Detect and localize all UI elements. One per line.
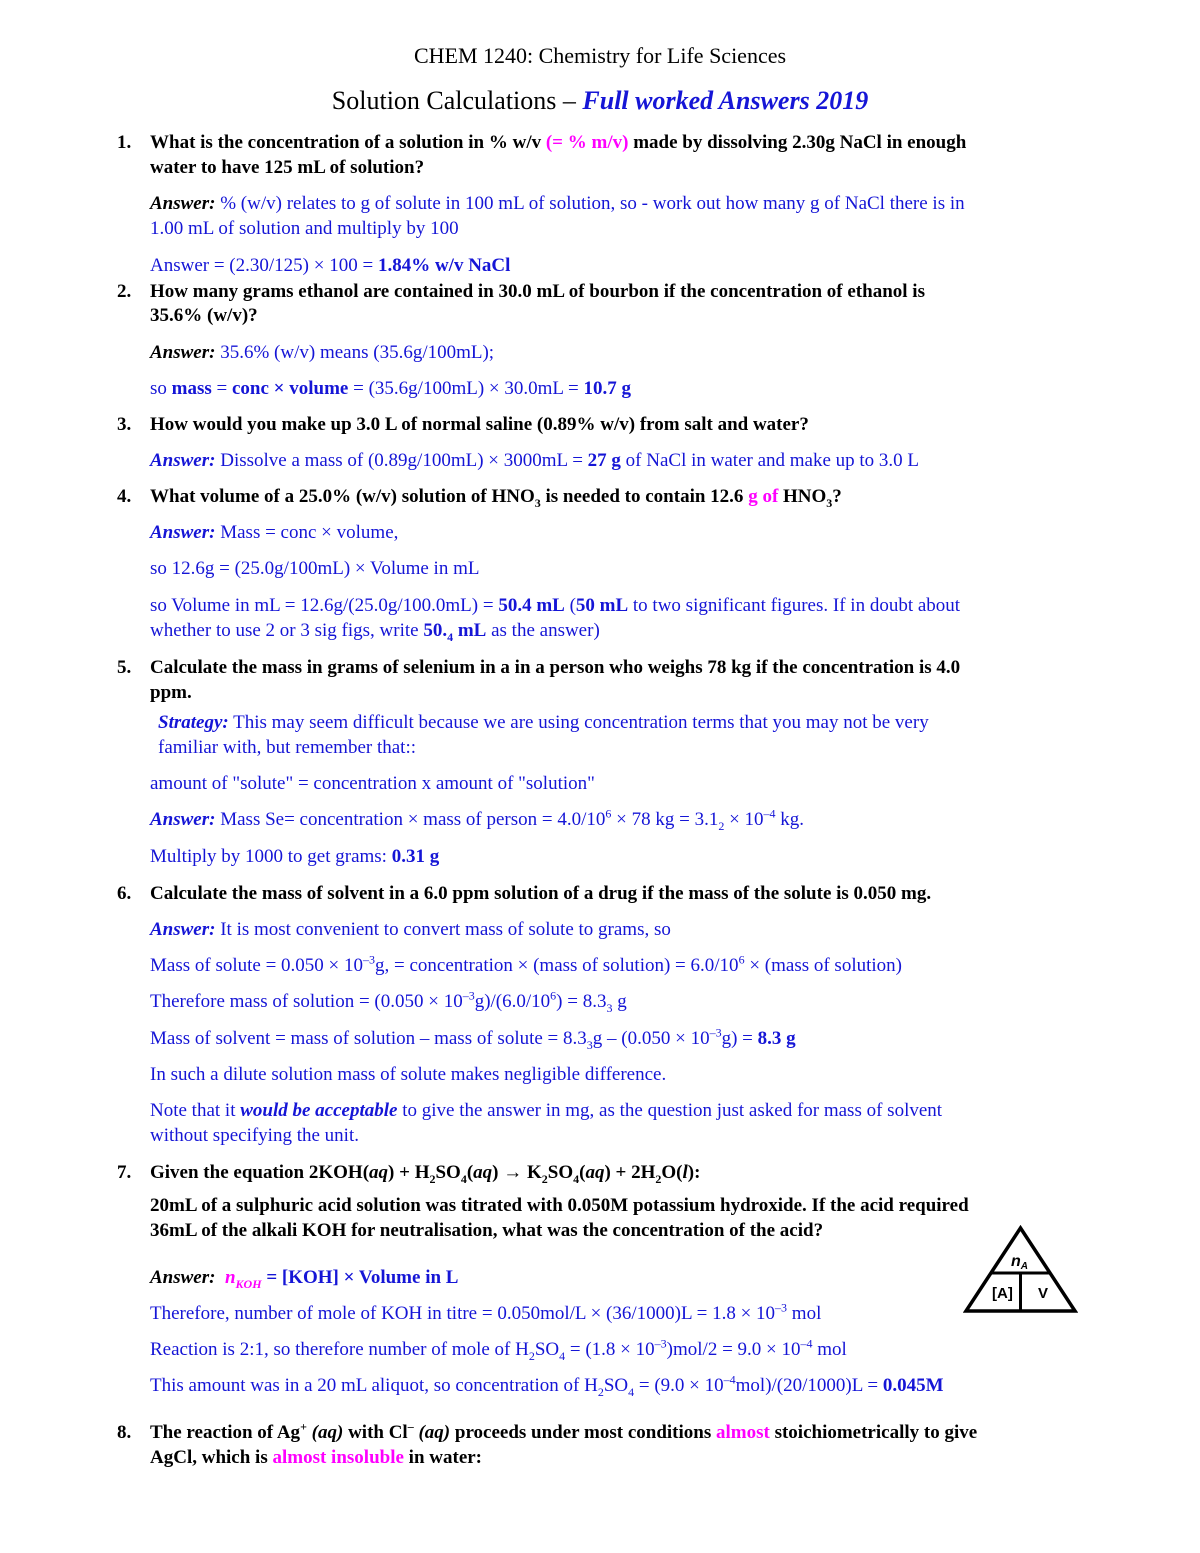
a7-n-sub: KOH [235,1276,262,1291]
a2-eq1: = [211,378,232,399]
question-2-line-1: How many grams ethanol are contained in 30.0 mL of bourbon if the concentration of ethanol is [150,281,925,302]
answer-6-line-7: without specifying the unit. [150,1125,359,1146]
q8-highlight-2: almost insoluble [272,1447,404,1468]
question-number-7: 7. [117,1162,132,1183]
answer-4-line-4 [150,619,600,643]
question-7-equation [150,1161,700,1185]
answer-6-line-1 [150,918,671,942]
a7-l4-m2: = (9.0 × 10 [634,1375,724,1396]
question-number-8: 8. [117,1422,132,1443]
a7-l3-s1: 2 [528,1348,535,1363]
answer-7-line-4 [150,1374,944,1398]
eq-j: ): [687,1162,701,1183]
a5-post: kg. [775,809,805,830]
answer-3-line-1 [150,449,919,473]
a7-l3-pre: Reaction is 2:1, so therefore number of mole of H [150,1339,529,1360]
a6-l4-sup: –3 [709,1025,722,1040]
a5-line2-pre: Multiply by 1000 to get grams: [150,846,392,867]
answer-2-line-2 [150,377,631,401]
q4-g: g [748,486,758,507]
eq-a: Given the equation 2KOH( [150,1162,370,1183]
strategy-5-line-2: familiar with, but remember that:: [158,737,417,758]
question-3-line-1: How would you make up 3.0 L of normal saline (0.89% w/v) from salt and water? [150,414,809,435]
s5-text: This may seem difficult because we are using concentration terms that you may not be very [228,712,929,733]
page-title [0,85,1200,117]
answer-5-line-1 [150,808,804,832]
a6-l2-sup2: 6 [738,952,745,967]
answer-label: Answer: [150,809,216,830]
question-1-line-2: water to have 125 mL of solution? [150,157,425,178]
eq-i: O( [661,1162,683,1183]
a4-line4-b: 50. [423,620,448,641]
eq-g: ( [579,1162,586,1183]
answer-4-line-2: so 12.6g = (25.0g/100mL) × Volume in mL [150,558,480,579]
a6-l4-sub: 3 [586,1037,593,1052]
answer-label: Answer: [150,193,216,214]
a7-l3-sup2: –4 [800,1336,813,1351]
a7-l3-m3: )mol/2 = 9.0 × 10 [666,1339,801,1360]
answer-6-line-2 [150,954,902,978]
q4-c: HNO [778,486,827,507]
a5-result-value: 0.31 g [391,846,440,867]
a7-l4-s2: 4 [628,1384,635,1399]
q1-text-highlight: (= % m/v) [545,132,629,153]
answer-label: Answer: [150,450,216,471]
question-number-2: 2. [117,281,132,302]
question-6-line-1: Calculate the mass of solvent in a 6.0 ppm solution of a drug if the mass of the solute is 0.050 mg. [150,883,932,904]
answer-7-line-2 [150,1302,821,1326]
a7-l4-pre: This amount was in a 20 mL aliquot, so concentration of H [150,1375,598,1396]
question-number-6: 6. [117,883,132,904]
answer-label: Answer: [150,342,216,363]
a7-l4-s1: 2 [597,1384,604,1399]
course-title: CHEM 1240: Chemistry for Life Sciences [413,43,787,68]
a3-result-value: 27 g [587,450,621,471]
q4-b: is needed to contain 12.6 [540,486,749,507]
answer-7-line-1 [150,1266,458,1290]
a1-result-value: 1.84% w/v NaCl [377,255,511,276]
triangle-right-label: V [1038,1285,1049,1302]
a6-l3-sup: –3 [462,988,475,1003]
strategy-label: Strategy: [158,712,229,733]
eq-e: ) → K [492,1162,542,1183]
a7-result-value: 0.045M [882,1375,944,1396]
q8-l2-a: AgCl, which is [150,1447,273,1468]
a7-l4-m3: mol)/(20/1000)L = [735,1375,883,1396]
a5-mid2: × 10 [724,809,764,830]
a4-rounded-value: 50 mL [575,595,629,616]
a7-l3-m2: = (1.8 × 10 [565,1339,655,1360]
a2-text: 35.6% (w/v) means (35.6g/100mL); [215,342,495,363]
title-highlight: Full worked Answers 2019 [582,86,869,115]
a5-sub: 2 [718,818,725,833]
question-5-line-1: Calculate the mass in grams of selenium in a in a person who weighs 78 kg if the concentration is 4.0 [150,657,961,678]
eq-c: SO [435,1162,461,1183]
q8-sup2: – [407,1419,414,1434]
question-7-line-2: 20mL of a sulphuric acid solution was titrated with 0.050M potassium hydroxide. If the acid required [150,1195,969,1216]
a6-l2-pre: Mass of solute = 0.050 × 10 [150,955,364,976]
q8-l2-b: in water: [403,1447,483,1468]
a7-l2-post: mol [787,1303,822,1324]
answer-6-line-3 [150,990,627,1014]
question-number-5: 5. [117,657,132,678]
answer-5-line-2 [150,845,439,869]
question-number-1: 1. [117,132,132,153]
a6-l3-pre: Therefore mass of solution = (0.050 × 10 [150,991,463,1012]
q4-end: ? [832,486,842,507]
a6-l4-pre: Mass of solvent = mass of solution – mass of solute = 8.3 [150,1028,587,1049]
question-4-line-1 [150,485,842,509]
a4-post: to two significant figures. If in doubt about [628,595,961,616]
eq-d: ( [466,1162,474,1183]
question-2-line-2: 35.6% (w/v)? [150,305,258,326]
a5-mid: × 78 kg = 3.1 [611,809,719,830]
a3-pre: Dissolve a mass of (0.89g/100mL) × 3000mL = [215,450,588,471]
question-8-line-1 [150,1421,977,1445]
a4-line4-pre: whether to use 2 or 3 sig figs, write [150,620,424,641]
answer-label: Answer: [150,522,216,543]
a7-l2-pre: Therefore, number of mole of KOH in titre = 0.050mol/L × (36/1000)L = 1.8 × 10 [150,1303,776,1324]
answer-2-line-1 [150,341,494,365]
q8-d: stoichiometrically to give [769,1422,978,1443]
a6-text: It is most convenient to convert mass of solute to grams, so [215,919,671,940]
a6-l4-mid: g – (0.050 × 10 [592,1028,710,1049]
eq-h: ) + 2H [604,1162,656,1183]
q8-aq1: (aq) [306,1422,344,1443]
a2-eq2: = (35.6g/100mL) × 30.0mL = [348,378,584,399]
a4-line4-sub: 4 [447,629,454,644]
eq-s1: 2 [429,1171,436,1186]
triangle-top-label: nA [1011,1253,1029,1272]
q8-aq2: (aq) [413,1422,451,1443]
q8-highlight-1: almost [715,1422,770,1443]
q8-sup1: + [300,1419,307,1434]
a6-l2-sup: –3 [363,952,376,967]
a7-l4-m1: SO [603,1375,629,1396]
a3-post: of NaCl in water and make up to 3.0 L [620,450,920,471]
question-number-4: 4. [117,486,132,507]
q1-text-b: made by dissolving 2.30g NaCl in enough [628,132,967,153]
a6-l3-mid: g)/(6.0/10 [474,991,551,1012]
eq-aq2: aq [473,1162,493,1183]
answer-4-line-3 [150,594,960,618]
a7-l3-post: mol [812,1339,847,1360]
question-8-line-2 [150,1446,482,1470]
question-7-line-3: 36mL of the alkali KOH for neutralisation, what was the concentration of the acid? [150,1220,824,1241]
answer-6-line-5: In such a dilute solution mass of solute makes negligible difference. [150,1064,667,1085]
a4-pre: so Volume in mL = 12.6g/(25.0g/100.0mL) = [150,595,499,616]
answer-1-line-2: 1.00 mL of solution and multiply by 100 [150,218,459,239]
a6-l6-post: to give the answer in mg, as the question just asked for mass of solvent [397,1100,943,1121]
q4-of: of [762,486,779,507]
a5-sup1: 6 [605,806,612,821]
a6-l2-post: × (mass of solution) [744,955,902,976]
q8-a: The reaction of Ag [150,1422,301,1443]
a6-l2-mid: g, = concentration × (mass of solution) = 6.0/10 [375,955,739,976]
a5-sup2: –4 [763,806,776,821]
a2-result-value: 10.7 g [583,378,632,399]
a1-text: % (w/v) relates to g of solute in 100 mL of solution, so - work out how many g of NaCl there is in [215,193,965,214]
a4-line4-unit: mL [453,620,487,641]
eq-s3: 2 [541,1171,548,1186]
a7-formula: = [KOH] × Volume in L [261,1267,459,1288]
q8-b: with Cl [343,1422,408,1443]
eq-f: SO [547,1162,574,1183]
triangle-left-label: [A] [992,1285,1013,1302]
answer-4-line-1 [150,521,398,545]
a6-l3-post: g [612,991,627,1012]
a7-l3-m1: SO [534,1339,560,1360]
eq-aq1: aq [369,1162,389,1183]
answer-7-line-3 [150,1338,847,1362]
answer-1-result [150,254,510,278]
q1-text-a: What is the concentration of a solution in % w/v [150,132,546,153]
triangle-formula-diagram [963,1225,1078,1315]
a2-so: so [150,378,172,399]
a7-l3-s2: 4 [559,1348,566,1363]
a7-l2-sup: –3 [775,1300,788,1315]
eq-aq3: aq [585,1162,605,1183]
question-5-line-2: ppm. [150,682,192,703]
eq-b: ) + H [388,1162,430,1183]
eq-s5: 2 [655,1171,662,1186]
answer-6-line-6 [150,1099,942,1123]
a6-result-value: 8.3 g [757,1028,796,1049]
a4-mid: ( [564,595,576,616]
q4-a: What volume of a 25.0% (w/v) solution of HNO [150,486,535,507]
a1-result-pre: Answer = (2.30/125) × 100 = [150,255,378,276]
a7-l4-sup: –4 [723,1372,736,1387]
q4-sub2: 3 [826,495,833,510]
a6-l3-sup2: 6 [550,988,557,1003]
a6-l6-emph: would be acceptable [240,1100,398,1121]
strategy-5-line-1 [158,711,929,735]
a5-pre: Mass Se= concentration × mass of person = 4.0/10 [215,809,606,830]
a6-l3-sub: 3 [606,1000,613,1015]
q8-c: proceeds under most conditions [450,1422,716,1443]
a2-mass: mass [171,378,212,399]
answer-label: Answer: [150,1267,216,1288]
question-1-line-1 [150,131,966,155]
answer-6-line-4 [150,1027,796,1051]
a6-l4-mid2: g) = [721,1028,758,1049]
a4-result-value: 50.4 mL [498,595,565,616]
answer-label: Answer: [150,919,216,940]
eq-l: l [682,1162,688,1183]
a7-n: n [224,1267,236,1288]
answer-1-line-1 [150,192,965,216]
formula-5: amount of "solute" = concentration x amount of "solution" [150,773,595,794]
a6-l3-mid2: ) = 8.3 [556,991,607,1012]
q4-sub: 3 [534,495,541,510]
a7-l3-sup1: –3 [654,1336,667,1351]
question-number-3: 3. [117,414,132,435]
a4-text: Mass = conc × volume, [215,522,399,543]
eq-s2: 4 [460,1171,467,1186]
a2-conc: conc × volume [232,378,349,399]
a4-line4-post: as the answer) [486,620,600,641]
a6-l6-pre: Note that it [150,1100,241,1121]
title-lead: Solution Calculations – [331,86,583,115]
eq-s4: 4 [573,1171,580,1186]
